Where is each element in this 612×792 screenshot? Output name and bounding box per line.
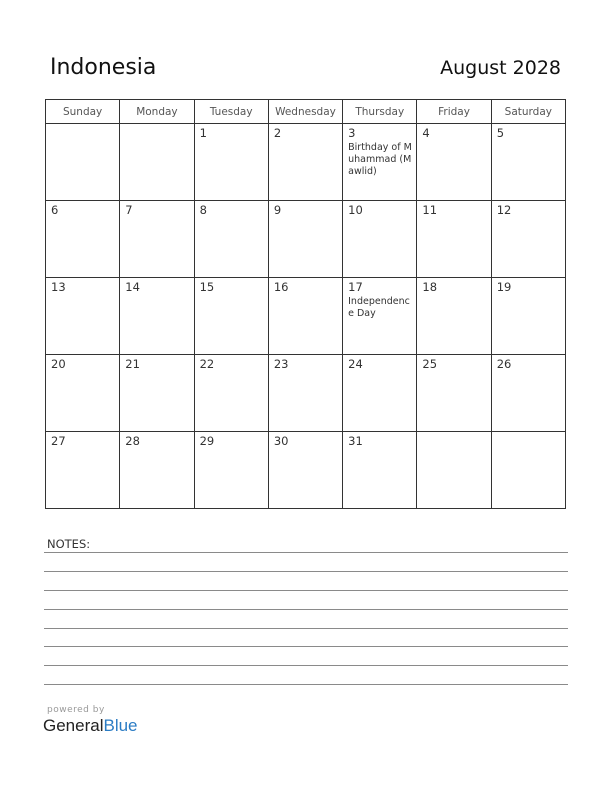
day-number: 31: [348, 434, 363, 448]
day-cell: [120, 124, 194, 201]
note-line: [44, 609, 568, 610]
week-row: [46, 201, 566, 278]
day-number: 4: [422, 126, 430, 140]
day-cell: [417, 201, 491, 278]
day-number: 21: [125, 357, 140, 371]
day-number: 23: [273, 357, 289, 371]
weekday-header: Thursday: [343, 100, 417, 124]
weekday-header: Wednesday: [268, 100, 342, 124]
day-cell: [194, 278, 268, 355]
day-cell: [268, 355, 342, 432]
day-cell: [343, 124, 417, 201]
powered-by-text: powered by: [47, 705, 105, 715]
day-cell: [194, 355, 268, 432]
day-number: 26: [496, 357, 512, 371]
day-cell: [46, 124, 120, 201]
day-cell: [46, 432, 120, 509]
day-number: 30: [273, 434, 289, 448]
day-number: 19: [496, 280, 512, 294]
day-number: 24: [348, 357, 363, 371]
day-cell: [194, 201, 268, 278]
day-cell: [491, 355, 565, 432]
note-line: [44, 665, 568, 666]
day-cell: [120, 278, 194, 355]
day-cell: [120, 201, 194, 278]
day-cell: [491, 124, 565, 201]
weekday-header: Saturday: [491, 100, 565, 124]
day-number: 20: [51, 357, 66, 371]
notes-label: NOTES:: [47, 537, 91, 551]
day-number: 28: [125, 434, 140, 448]
day-number: 14: [125, 280, 140, 294]
day-cell: [46, 201, 120, 278]
brand-logo: [43, 716, 138, 736]
day-number: 16: [273, 280, 289, 294]
brand-blue: Blue: [103, 716, 138, 735]
country-title: Indonesia: [50, 55, 157, 80]
day-cell: [268, 201, 342, 278]
holiday-label: Birthday of Muhammad (Mawlid): [348, 142, 412, 177]
day-cell: [268, 432, 342, 509]
day-number: 9: [273, 203, 282, 217]
calendar-grid: [45, 99, 566, 509]
weekday-header: Tuesday: [194, 100, 268, 124]
note-line: [44, 571, 568, 572]
day-number: 25: [422, 357, 438, 371]
day-cell: [417, 124, 491, 201]
day-number: 12: [496, 203, 512, 217]
day-cell: [268, 278, 342, 355]
note-line: [44, 684, 568, 685]
day-cell: [343, 355, 417, 432]
week-row: [46, 278, 566, 355]
day-number: 17: [348, 280, 363, 294]
day-number: 7: [125, 203, 133, 217]
weekday-header: Sunday: [46, 100, 120, 124]
week-row: [46, 124, 566, 201]
weekday-header: Monday: [120, 100, 194, 124]
brand-general: General: [43, 716, 104, 735]
day-cell: [46, 278, 120, 355]
day-number: 5: [496, 126, 505, 140]
day-cell: [417, 278, 491, 355]
day-cell: [194, 432, 268, 509]
day-number: 3: [348, 126, 356, 140]
note-line: [44, 646, 568, 647]
day-number: 13: [51, 280, 66, 294]
day-number: 22: [199, 357, 215, 371]
day-number: 6: [51, 203, 59, 217]
day-cell: [491, 278, 565, 355]
day-cell: [268, 124, 342, 201]
holiday-label: Independence Day: [348, 296, 410, 319]
day-cell: [417, 432, 491, 509]
day-number: 1: [199, 126, 207, 140]
day-cell: [343, 201, 417, 278]
day-cell: [343, 278, 417, 355]
note-line: [44, 590, 568, 591]
day-number: 2: [273, 126, 282, 140]
day-cell: [194, 124, 268, 201]
week-row: [46, 432, 566, 509]
day-cell: [491, 432, 565, 509]
day-number: 10: [348, 203, 363, 217]
day-cell: [120, 432, 194, 509]
day-number: 15: [199, 280, 215, 294]
day-cell: [120, 355, 194, 432]
note-line: [44, 628, 568, 629]
day-cell: [46, 355, 120, 432]
day-number: 11: [422, 203, 438, 217]
day-cell: [491, 201, 565, 278]
day-cell: [343, 432, 417, 509]
day-number: 27: [51, 434, 66, 448]
day-number: 18: [422, 280, 438, 294]
note-line: [44, 552, 568, 553]
weekday-header: Friday: [417, 100, 491, 124]
month-year-title: August 2028: [440, 57, 561, 79]
weekday-header-row: [46, 100, 566, 124]
day-cell: [417, 355, 491, 432]
day-number: 29: [199, 434, 215, 448]
day-number: 8: [199, 203, 207, 217]
week-row: [46, 355, 566, 432]
